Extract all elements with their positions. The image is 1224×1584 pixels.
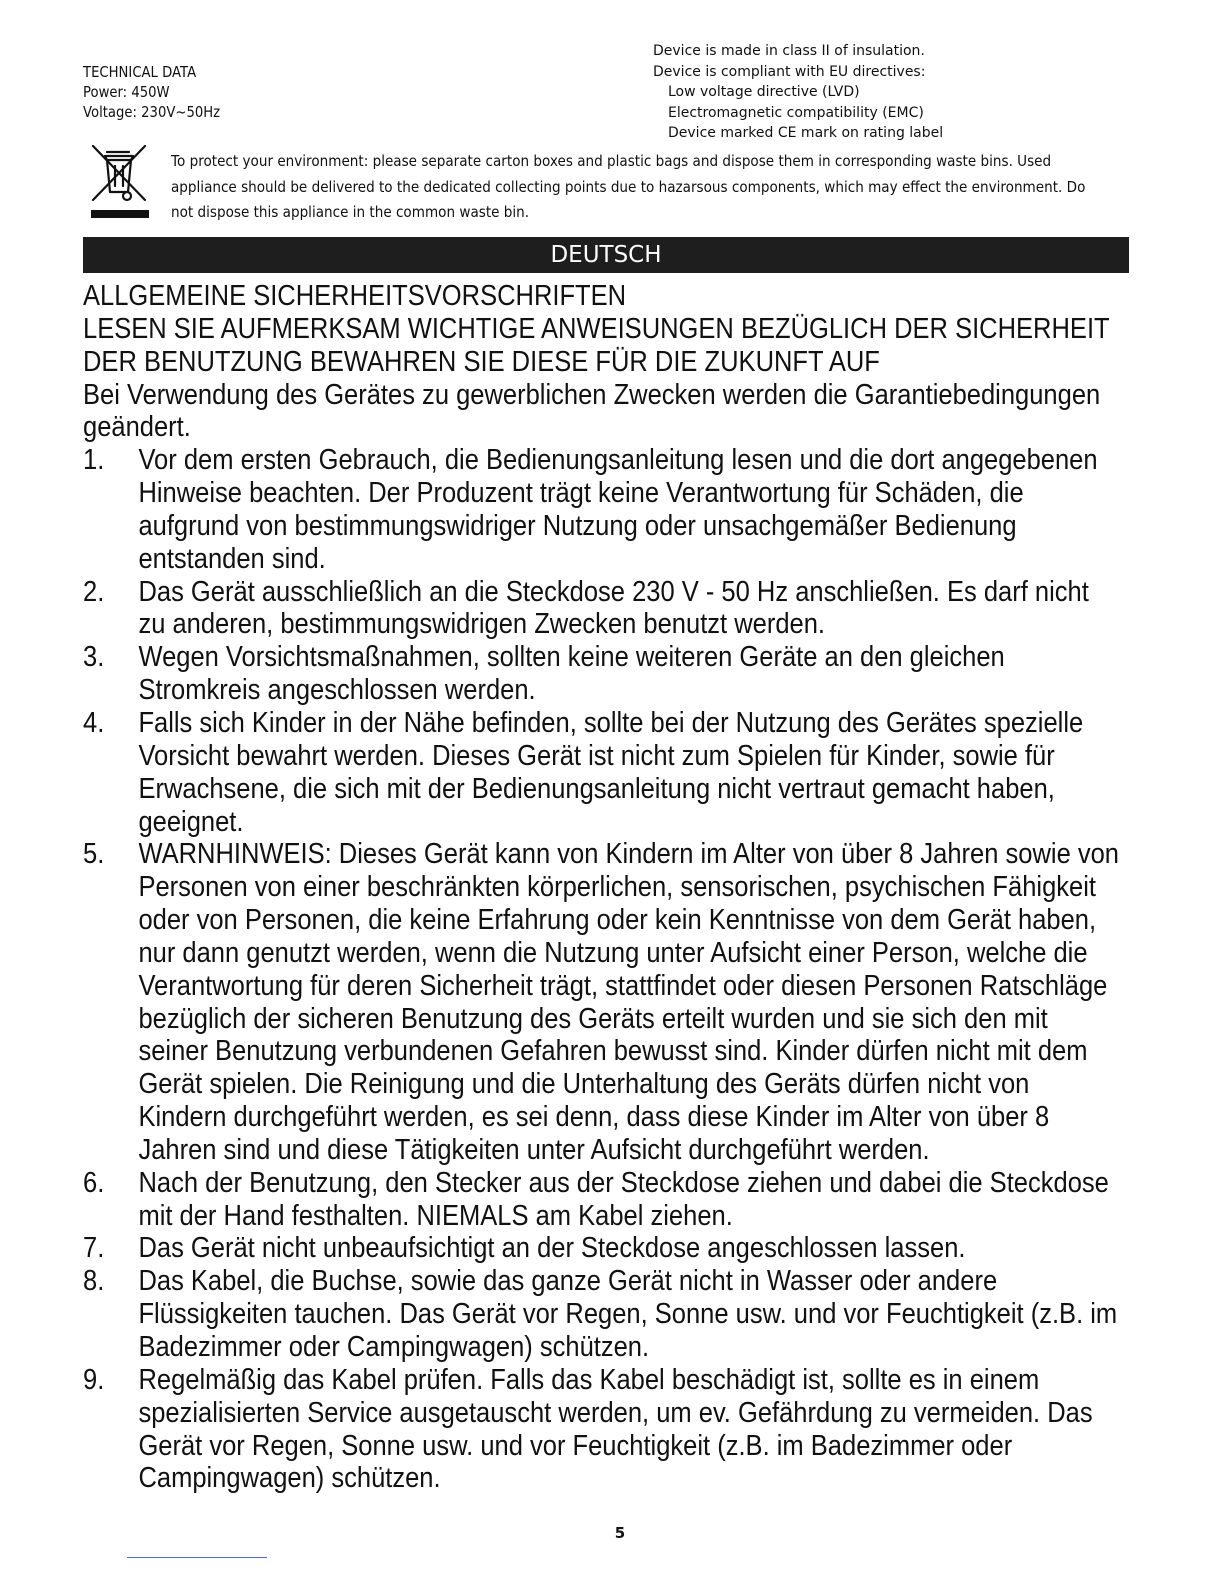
compliance-line: Device marked CE mark on rating label xyxy=(668,125,944,141)
item-number: 5. xyxy=(83,838,105,871)
list-item xyxy=(83,576,1121,642)
compliance-line: Low voltage directive (LVD) xyxy=(668,84,860,100)
item-text: Nach der Benutzung, den Stecker aus der Steckdose ziehen und dabei die Steckdose mit der Hand festhalten. NIEMALS am Kabel ziehen. xyxy=(138,1166,1109,1232)
list-item xyxy=(83,1167,1121,1233)
item-number: 8. xyxy=(83,1265,105,1298)
list-item xyxy=(83,1232,1121,1265)
compliance-line: Electromagnetic compatibility (EMC) xyxy=(668,104,924,121)
environment-notice: To protect your environment: please separate carton boxes and plastic bags and dispose them in corresponding waste bins. Used appliance should be delivered to the dedicated collecting points due to hazarsous components, which may effect the environment. Do not dispose this appliance in the common waste bin. xyxy=(171,152,1086,221)
crossed-out-wheelie-bin-icon xyxy=(87,142,151,222)
item-number: 7. xyxy=(83,1232,105,1265)
technical-data-power: Power: 450W xyxy=(83,83,170,101)
item-text: Vor dem ersten Gebrauch, die Bedienungsanleitung lesen und die dort angegebenen Hinweise beachten. Der Produzent trägt keine Verantwortung für Schäden, die aufgrund von bestimmungswidriger Nutzung oder unsachgemäßer Bedienung entstanden sind. xyxy=(138,444,1098,575)
item-number: 6. xyxy=(83,1166,105,1199)
item-number: 4. xyxy=(83,706,105,739)
list-item xyxy=(83,641,1121,707)
compliance-line: Device is made in class II of insulation. xyxy=(653,43,925,59)
technical-data-voltage: Voltage: 230V~50Hz xyxy=(83,103,221,121)
item-text: Das Gerät ausschließlich an die Steckdose 230 V - 50 Hz anschließen. Es darf nicht zu anderen, bestimmungswidrigen Zwecken benutzt werden. xyxy=(138,575,1089,641)
technical-data xyxy=(83,62,220,122)
technical-data-title: TECHNICAL DATA xyxy=(83,63,197,81)
language-header: DEUTSCH xyxy=(83,237,1129,273)
item-text: Wegen Vorsichtsmaßnahmen, sollten keine weiteren Geräte an den gleichen Stromkreis angeschlossen werden. xyxy=(138,641,1005,707)
section-heading: ALLGEMEINE SICHERHEITSVORSCHRIFTEN xyxy=(83,280,627,312)
list-item xyxy=(83,707,1121,838)
item-number: 3. xyxy=(83,641,105,674)
list-item xyxy=(83,444,1121,575)
item-text: Falls sich Kinder in der Nähe befinden, sollte bei der Nutzung des Gerätes spezielle Vorsicht bewahrt werden. Dieses Gerät ist nicht zum Spielen für Kinder, sowie für Erwachsene, die sich mit der Bedienungsanleitung nicht vertraut gemacht haben, geeignet. xyxy=(138,706,1084,838)
item-number: 2. xyxy=(83,575,105,608)
item-text: WARNHINWEIS: Dieses Gerät kann von Kindern im Alter von über 8 Jahren sowie von Personen von einer beschränkten körperlichen, sensorischen, psychischen Fähigkeit oder von Personen, die keine Erfahrung oder kein Kenntnisse von dem Gerät haben, nur dann genutzt werden, wenn die Nutzung unter Aufsicht einer Person, welche die Verantwortung für deren Sicherheit trägt, stattfindet oder diesen Personen Ratschläge bezüglich der sicheren Benutzung des Geräts erteilt wurden und sie sich den mit seiner Benutzung verbundenen Gefahren bewusst sind. Kinder dürfen nicht mit dem Gerät spielen. Die Reinigung und die Unterhaltung des Geräts dürfen nicht von Kindern durchgeführt werden, es sei denn, dass diese Kinder im Alter von über 8 Jahren sind und diese Tätigkeiten unter Aufsicht durchgeführt werden. xyxy=(138,838,1120,1166)
item-text: Regelmäßig das Kabel prüfen. Falls das Kabel beschädigt ist, sollte es in einem spezialisierten Service ausgetauscht werden, um ev. Gefährdung zu vermeiden. Das Gerät vor Regen, Sonne usw. und vor Feuchtigkeit (z.B. im Badezimmer oder Campingwagen) schützen. xyxy=(138,1363,1093,1495)
list-item xyxy=(83,1364,1121,1495)
item-text: Das Gerät nicht unbeaufsichtigt an der Steckdose angeschlossen lassen. xyxy=(138,1232,966,1265)
section-subheading: LESEN SIE AUFMERKSAM WICHTIGE ANWEISUNGEN BEZÜGLICH DER SICHERHEIT DER BENUTZUNG BEWAHREN SIE DIESE FÜR DIE ZUKUNFT AUF xyxy=(83,312,1110,378)
item-text: Das Kabel, die Buchse, sowie das ganze Gerät nicht in Wasser oder andere Flüssigkeiten tauchen. Das Gerät vor Regen, Sonne usw. und vor Feuchtigkeit (z.B. im Badezimmer oder Campingwagen) schützen. xyxy=(138,1265,1118,1363)
item-number: 9. xyxy=(83,1363,105,1396)
compliance-info xyxy=(653,41,943,144)
compliance-line: Device is compliant with EU directives: xyxy=(653,63,926,80)
list-item xyxy=(83,838,1121,1166)
item-number: 1. xyxy=(83,444,105,477)
intro-paragraph: Bei Verwendung des Gerätes zu gewerblichen Zwecken werden die Garantiebedingungen geändert. xyxy=(83,378,1101,444)
list-item xyxy=(83,1265,1121,1364)
footer-divider xyxy=(127,1557,267,1558)
instruction-list xyxy=(83,444,1121,1495)
page-number: 5 xyxy=(614,1524,626,1542)
safety-instructions xyxy=(83,280,1121,1495)
